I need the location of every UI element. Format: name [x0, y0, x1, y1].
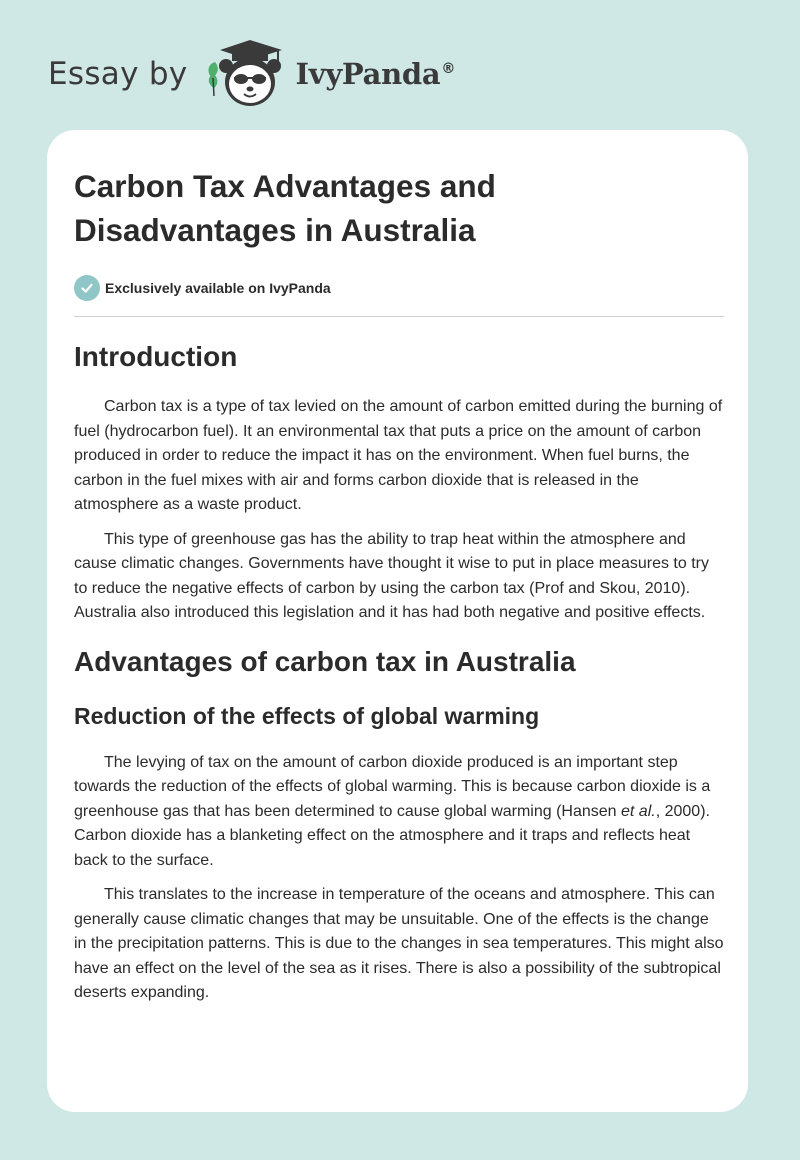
panda-logo-icon[interactable] [202, 38, 292, 110]
paragraph-text: , 2000). Carbon dioxide has a blanketing effect on the atmosphere and it traps and reflects heat back to the surface. [74, 802, 710, 869]
paragraph: This type of greenhouse gas has the ability to trap heat within the atmosphere and cause climatic changes. Governments have thought it wise to put in place measures to try to reduce the negative effects of carbon by using the carbon tax (Prof and Skou, 2010). Australia also introduced this legislation and it has had both negative and positive effects. [74, 530, 709, 621]
registered-mark: ® [441, 61, 456, 78]
title-divider [74, 316, 724, 317]
brand-name[interactable] [296, 57, 456, 91]
subsection-heading-global-warming: Reduction of the effects of global warming [74, 702, 540, 729]
essay-content [74, 164, 724, 1006]
essay-title: Carbon Tax Advantages and Disadvantages in Australia [74, 168, 496, 248]
essay-card [47, 130, 748, 1112]
exclusive-badge [74, 274, 724, 302]
brand-prefix: Essay by [48, 56, 188, 92]
check-icon [74, 275, 100, 301]
paragraph-text: The levying of tax on the amount of carbon dioxide produced is an important step towards the reduction of the effects of global warming. This is because carbon dioxide is a greenhouse gas that has been determined to cause global warming (Hansen [74, 753, 711, 820]
section-heading-advantages: Advantages of carbon tax in Australia [74, 645, 576, 677]
citation-italic: et al. [621, 802, 656, 820]
leaf-icon [208, 62, 217, 96]
paragraph [74, 751, 724, 874]
paragraph: Carbon tax is a type of tax levied on the amount of carbon emitted during the burning of fuel (hydrocarbon fuel). It an environmental tax that puts a price on the amount of carbon produced in order to reduce the impact it has on the environment. When fuel burns, the carbon in the fuel mixes with air and forms carbon dioxide that is released in the atmosphere as a waste product. [74, 398, 723, 513]
panda-face-icon [219, 58, 281, 106]
paragraph: This translates to the increase in temperature of the oceans and atmosphere. This can generally cause climatic changes that may be unsuitable. One of the effects is the change in the precipitation patterns. This is due to the changes in sea temperatures. This might also have an effect on the level of the sea as it rises. There is also a possibility of the subtropical deserts expanding. [74, 886, 724, 1001]
exclusive-label: Exclusively available on IvyPanda [105, 280, 331, 296]
section-heading-introduction: Introduction [74, 341, 238, 372]
brand-header [48, 38, 455, 110]
brand-name-text: IvyPanda [295, 57, 441, 91]
